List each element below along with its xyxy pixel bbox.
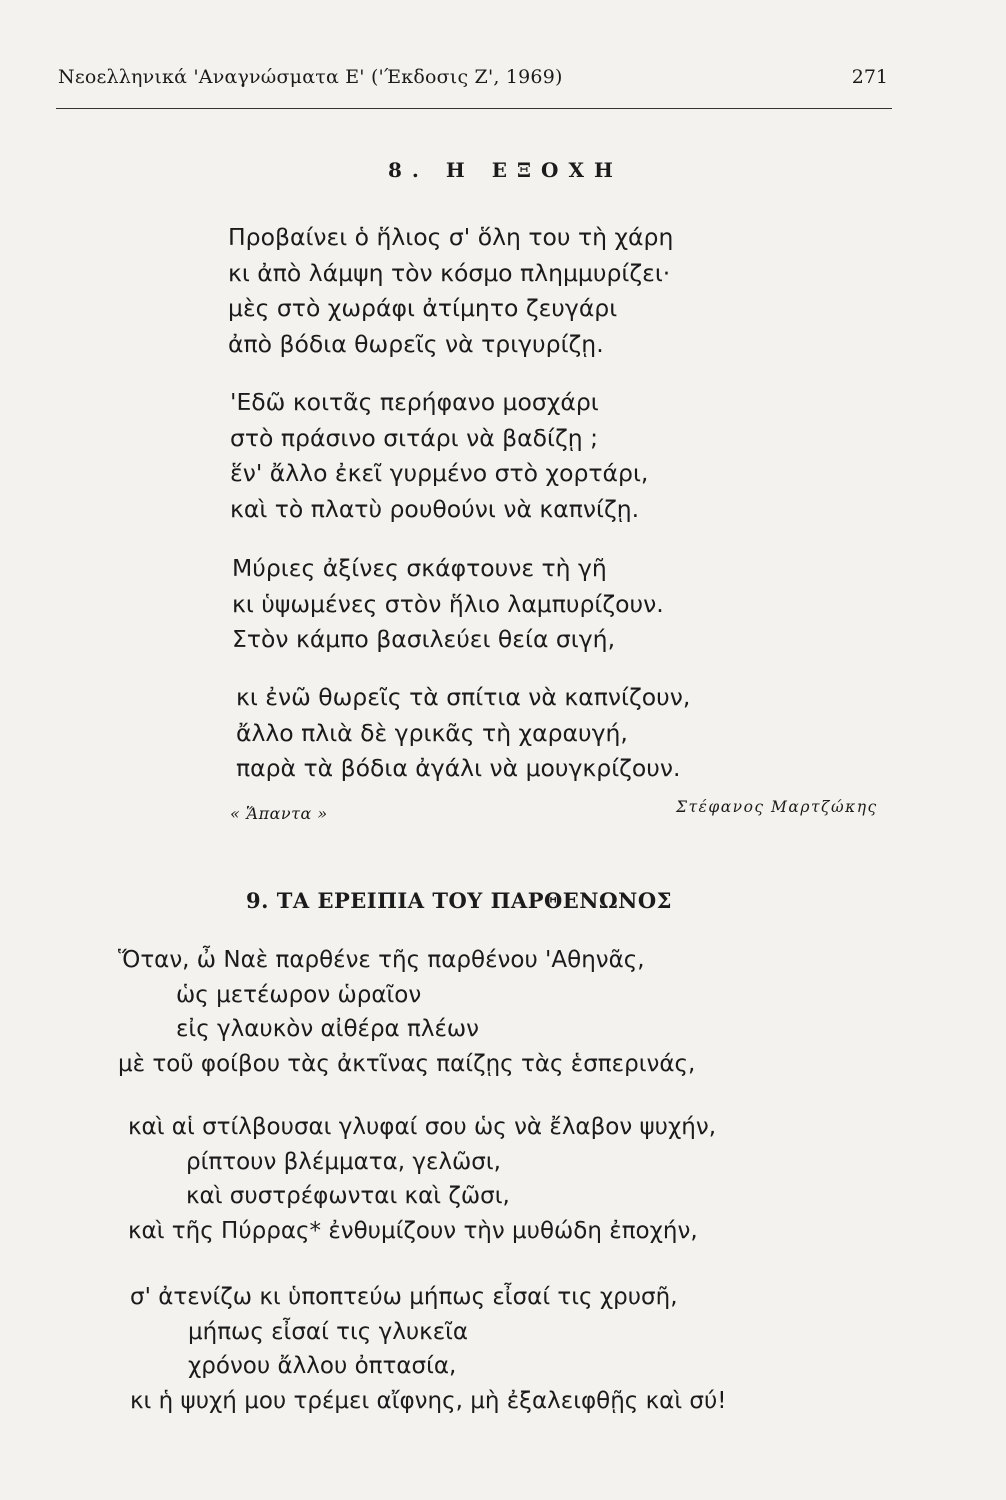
poem-source: « Ἅπαντα » — [230, 804, 328, 823]
verse-line: χρόνου ἄλλου ὀπτασία, — [188, 1353, 457, 1379]
stanza — [236, 680, 690, 787]
stanza — [232, 551, 664, 658]
verse-line: Προβαίνει ὁ ἥλιος σ' ὅλη του τὴ χάρη — [228, 223, 674, 251]
header-rule — [56, 108, 892, 109]
verse-line: μὲ τοῦ φοίβου τὰς ἀκτῖνας παίζῃς τὰς ἑσπερινάς, — [118, 1050, 696, 1077]
stanza — [130, 1280, 727, 1418]
verse-line: στὸ πράσινο σιτάρι νὰ βαδίζῃ ; — [230, 423, 599, 452]
stanza — [230, 385, 648, 527]
verse-line: μὲς στὸ χωράφι ἀτίμητο ζευγάρι — [228, 294, 618, 322]
verse-line: καὶ συστρέφωνται καὶ ζῶσι, — [186, 1183, 510, 1209]
verse-line: ἄλλο πλιὰ δὲ γρικᾶς τὴ χαραυγή, — [236, 718, 628, 747]
verse-line: Μύριες ἀξίνες σκάφτουνε τὴ γῆ — [232, 554, 607, 582]
verse-line: καὶ τῆς Πύρρας* ἐνθυμίζουν τὴν μυθώδη ἐποχήν, — [128, 1217, 698, 1244]
running-head: Νεοελληνικά 'Αναγνώσματα Ε' ('Έκδοσις Ζ', 1969) — [58, 66, 563, 88]
verse-line: Στὸν κάμπο βασιλεύει θεία σιγή, — [232, 625, 616, 653]
verse-line: σ' ἀτενίζω κι ὑποπτεύω μήπως εἶσαί τις χρυσῆ, — [130, 1284, 678, 1310]
stanza — [118, 943, 695, 1081]
verse-line: κι ἡ ψυχή μου τρέμει αἴφνης, μὴ ἐξαλειφθῇς καὶ σύ! — [130, 1387, 727, 1414]
verse-line: Ὅταν, ὦ Ναὲ παρθένε τῆς παρθένου 'Αθηνᾶς, — [118, 947, 645, 973]
verse-line: ἀπὸ βόδια θωρεῖς νὰ τριγυρίζῃ. — [228, 329, 604, 358]
page-number: 271 — [851, 66, 888, 88]
section-title-parthenon: 9. ΤΑ ΕΡΕΙΠΙΑ ΤΟΥ ΠΑΡΘΕΝΩΝΟΣ — [246, 888, 673, 913]
verse-line: μήπως εἶσαί τις γλυκεῖα — [188, 1318, 469, 1345]
verse-line: 'Εδῶ κοιτᾶς περήφανο μοσχάρι — [230, 388, 599, 416]
poem-author: Στέφανος Μαρτζώκης — [676, 798, 878, 816]
verse-line: εἰς γλαυκὸν αἰθέρα πλέων — [176, 1016, 480, 1042]
verse-line: καὶ αἱ στίλβουσαι γλυφαί σου ὡς νὰ ἔλαβον ψυχήν, — [128, 1114, 717, 1140]
verse-line: καὶ τὸ πλατὺ ρουθούνι νὰ καπνίζῃ. — [230, 494, 640, 523]
verse-line: παρὰ τὰ βόδια ἀγάλι νὰ μουγκρίζουν. — [236, 754, 681, 782]
verse-line: κι ὑψωμένες στὸν ἥλιο λαμπυρίζουν. — [232, 589, 664, 618]
verse-line: κι ἐνῶ θωρεῖς τὰ σπίτια νὰ καπνίζουν, — [236, 683, 691, 711]
section-title-exochi: 8. Η ΕΞΟΧΗ — [388, 158, 623, 182]
verse-line: ὡς μετέωρον ὡραῖον — [176, 981, 422, 1008]
verse-line: ρίπτουν βλέμματα, γελῶσι, — [186, 1148, 501, 1175]
stanza — [228, 220, 673, 362]
verse-line: ἕν' ἄλλο ἐκεῖ γυρμένο στὸ χορτάρι, — [230, 459, 649, 487]
stanza — [128, 1110, 716, 1248]
verse-line: κι ἀπὸ λάμψη τὸν κόσμο πλημμυρίζει· — [228, 258, 671, 287]
